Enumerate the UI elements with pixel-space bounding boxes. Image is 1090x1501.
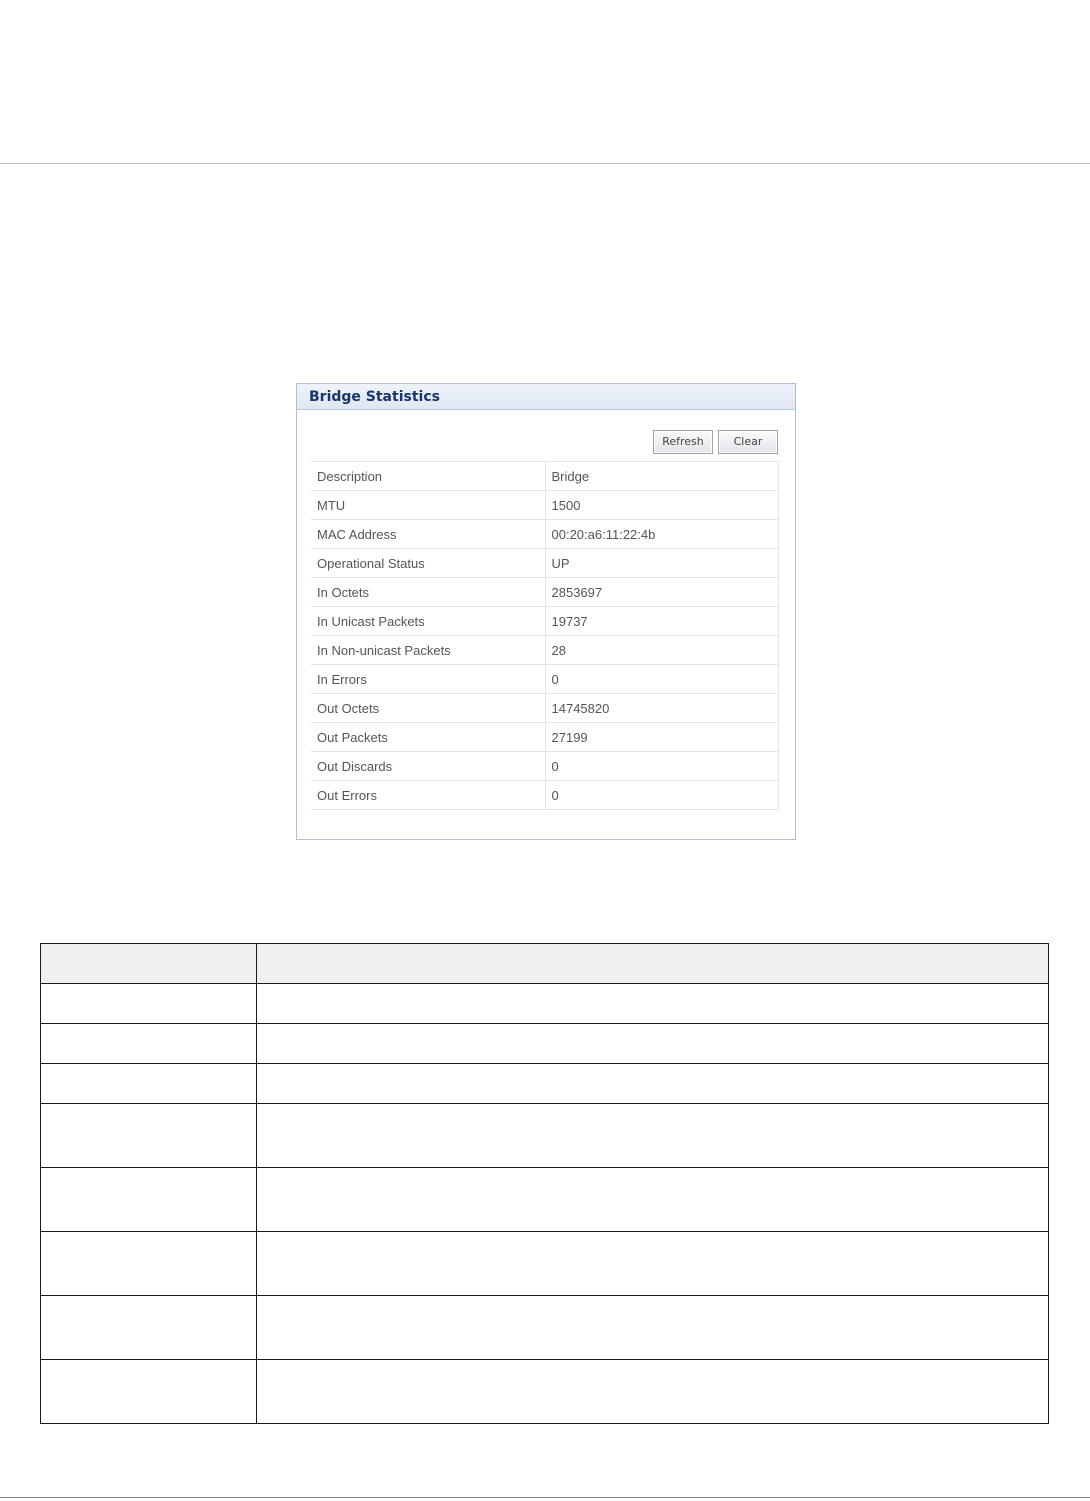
table-cell — [41, 1064, 257, 1104]
table-row — [311, 462, 779, 491]
stat-value: 1500 — [545, 491, 779, 520]
statistics-table — [311, 461, 779, 810]
bridge-statistics-panel — [296, 383, 796, 840]
stat-value: 14745820 — [545, 694, 779, 723]
table-row — [311, 723, 779, 752]
table-row — [311, 491, 779, 520]
stat-label: Out Packets — [311, 723, 545, 752]
stat-label: In Non-unicast Packets — [311, 636, 545, 665]
stat-value: 19737 — [545, 607, 779, 636]
stat-label: In Errors — [311, 665, 545, 694]
table-row — [41, 1024, 1049, 1064]
table-row — [311, 520, 779, 549]
table-row — [311, 549, 779, 578]
table-cell — [257, 1360, 1049, 1424]
refresh-button[interactable]: Refresh — [653, 430, 713, 454]
table-row — [41, 1296, 1049, 1360]
stat-label: MAC Address — [311, 520, 545, 549]
table-row — [41, 1232, 1049, 1296]
top-divider — [0, 163, 1090, 164]
table-row — [311, 781, 779, 810]
table-row — [41, 1064, 1049, 1104]
table-cell — [257, 1104, 1049, 1168]
table-cell — [257, 1064, 1049, 1104]
header-cell-description — [257, 944, 1049, 984]
panel-title: Bridge Statistics — [297, 384, 795, 410]
table-cell — [41, 1168, 257, 1232]
stat-label: In Unicast Packets — [311, 607, 545, 636]
clear-button[interactable]: Clear — [718, 430, 778, 454]
stat-value: 0 — [545, 752, 779, 781]
table-row — [311, 636, 779, 665]
table-row — [41, 984, 1049, 1024]
table-row — [311, 607, 779, 636]
stat-value: 00:20:a6:11:22:4b — [545, 520, 779, 549]
table-cell — [41, 1024, 257, 1064]
stat-value: 27199 — [545, 723, 779, 752]
stat-value: 28 — [545, 636, 779, 665]
stat-value: Bridge — [545, 462, 779, 491]
table-cell — [41, 1360, 257, 1424]
stat-label: In Octets — [311, 578, 545, 607]
stat-value: 2853697 — [545, 578, 779, 607]
stat-label: Description — [311, 462, 545, 491]
table-row — [311, 578, 779, 607]
table-cell — [257, 1168, 1049, 1232]
table-row — [41, 1168, 1049, 1232]
table-row — [41, 1104, 1049, 1168]
panel-toolbar — [653, 430, 778, 454]
stat-label: Out Octets — [311, 694, 545, 723]
table-cell — [41, 1104, 257, 1168]
header-cell-field — [41, 944, 257, 984]
stat-value: 0 — [545, 781, 779, 810]
stat-label: Out Errors — [311, 781, 545, 810]
table-header-row — [41, 944, 1049, 984]
table-row — [311, 665, 779, 694]
table-cell — [41, 1232, 257, 1296]
table-cell — [257, 984, 1049, 1024]
table-cell — [41, 984, 257, 1024]
stat-value: UP — [545, 549, 779, 578]
stat-value: 0 — [545, 665, 779, 694]
table-row — [41, 1360, 1049, 1424]
stat-label: MTU — [311, 491, 545, 520]
stat-label: Out Discards — [311, 752, 545, 781]
field-description-table — [40, 943, 1049, 1424]
table-cell — [257, 1232, 1049, 1296]
table-row — [311, 694, 779, 723]
table-cell — [257, 1296, 1049, 1360]
table-row — [311, 752, 779, 781]
table-cell — [41, 1296, 257, 1360]
stat-label: Operational Status — [311, 549, 545, 578]
bottom-divider — [0, 1497, 1090, 1498]
table-cell — [257, 1024, 1049, 1064]
